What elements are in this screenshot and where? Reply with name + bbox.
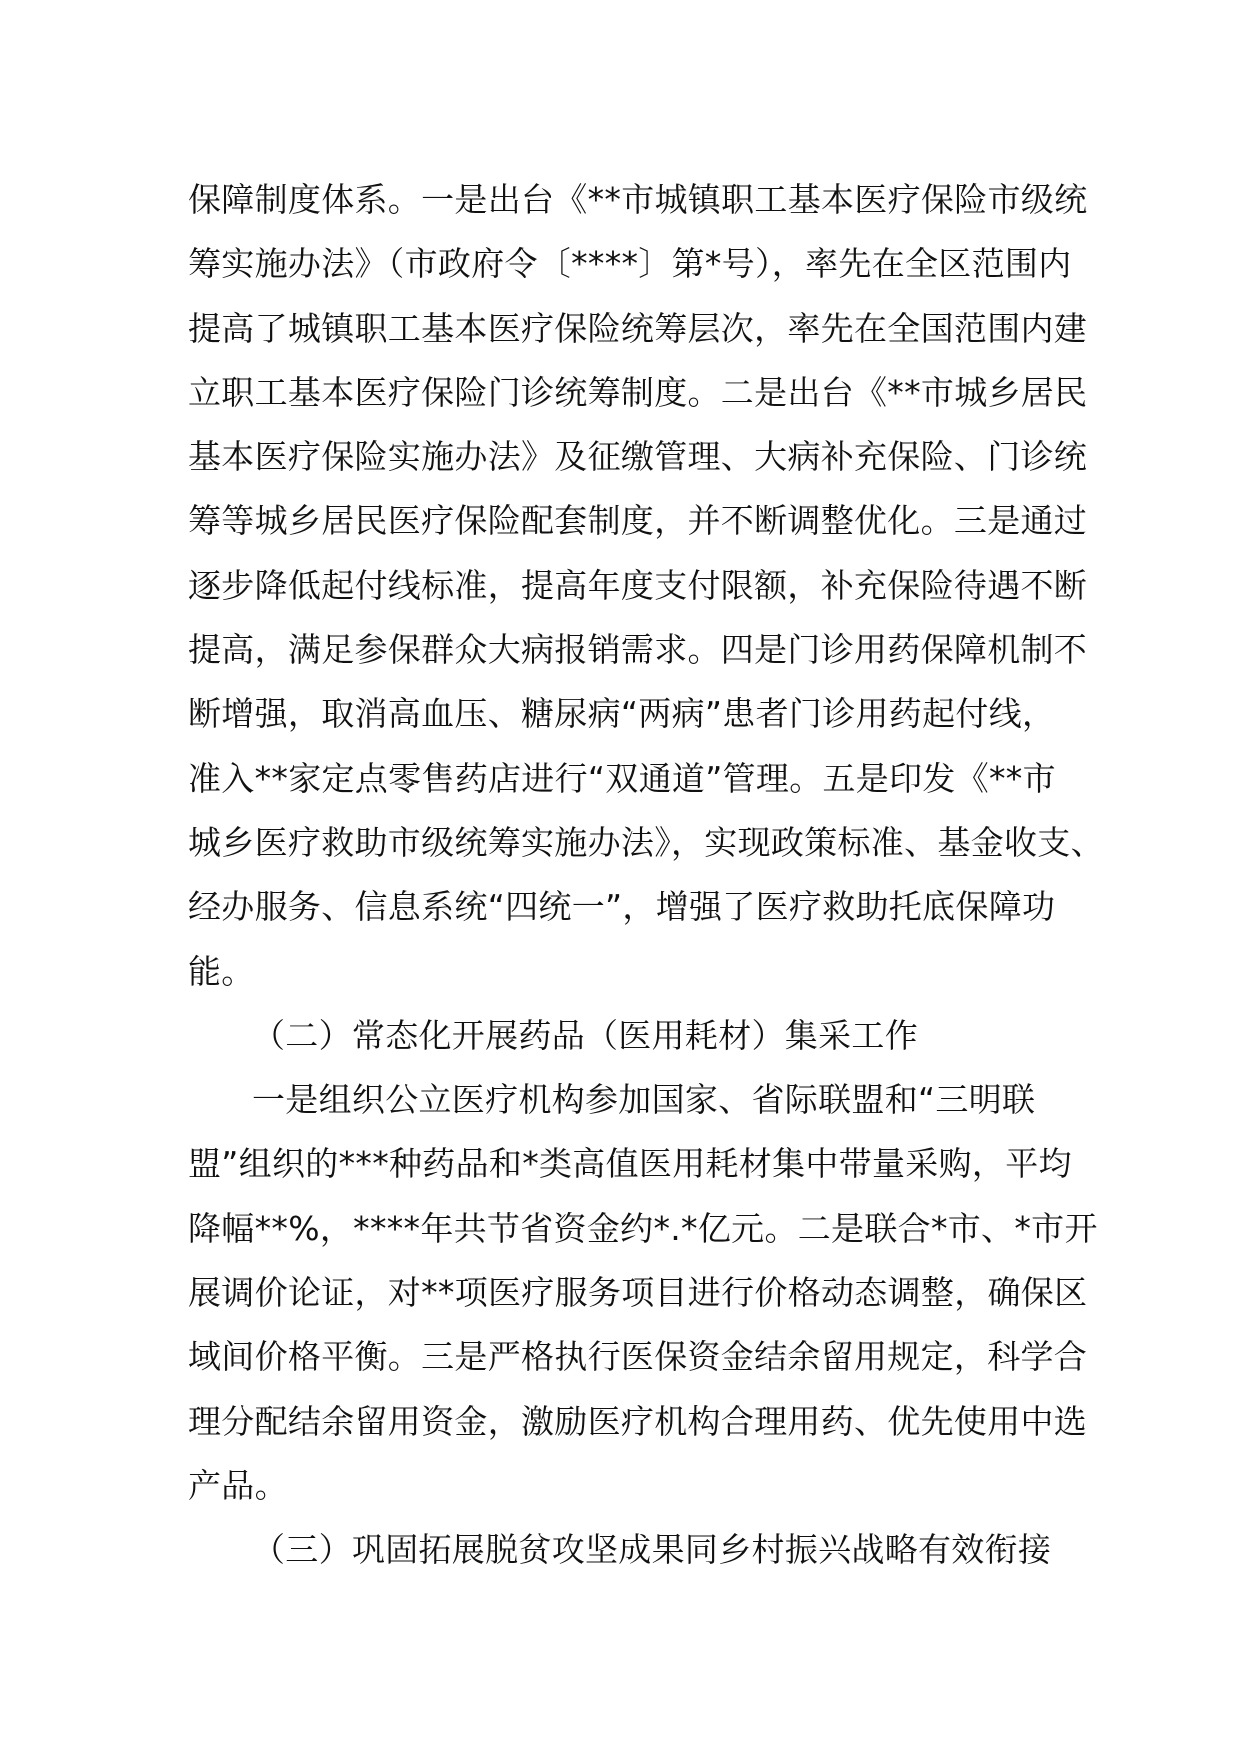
text-line: 盟”组织的***种药品和*类高值医用耗材集中带量采购，平均 xyxy=(188,1144,1072,1184)
text-line: 经办服务、信息系统“四统一”，增强了医疗救助托底保障功 xyxy=(188,887,1056,927)
section-heading: （二）常态化开展药品（医用耗材）集采工作 xyxy=(252,1015,918,1055)
text-line: 一是组织公立医疗机构参加国家、省际联盟和“三明联 xyxy=(252,1080,1036,1120)
text-line: 筹实施办法》（市政府令〔****〕第*号），率先在全区范围内 xyxy=(188,244,1072,284)
text-line: 产品。 xyxy=(188,1465,288,1505)
text-line: 域间价格平衡。三是严格执行医保资金结余留用规定，科学合 xyxy=(188,1337,1088,1377)
text-line: 筹等城乡居民医疗保险配套制度，并不断调整优化。三是通过 xyxy=(188,501,1088,541)
section-heading: （三）巩固拓展脱贫攻坚成果同乡村振兴战略有效衔接 xyxy=(252,1530,1052,1570)
document-body xyxy=(188,168,1104,1583)
text-line: 提高了城镇职工基本医疗保险统筹层次，率先在全国范围内建 xyxy=(188,308,1088,348)
text-line: 基本医疗保险实施办法》及征缴管理、大病补充保险、门诊统 xyxy=(188,437,1088,477)
text-line: 城乡医疗救助市级统筹实施办法》，实现政策标准、基金收支、 xyxy=(188,822,1104,862)
text-line: 断增强，取消高血压、糖尿病“两病”患者门诊用药起付线， xyxy=(188,694,1056,734)
text-line: 能。 xyxy=(188,951,255,991)
text-line: 准入**家定点零售药店进行“双通道”管理。五是印发《**市 xyxy=(188,758,1056,798)
text-line: 保障制度体系。一是出台《**市城镇职工基本医疗保险市级统 xyxy=(188,180,1088,219)
text-line: 逐步降低起付线标准，提高年度支付限额，补充保险待遇不断 xyxy=(188,565,1088,605)
text-line: 展调价论证，对**项医疗服务项目进行价格动态调整，确保区 xyxy=(188,1273,1088,1313)
text-line: 提高，满足参保群众大病报销需求。四是门诊用药保障机制不 xyxy=(188,630,1088,670)
text-line: 降幅**%，****年共节省资金约*.*亿元。二是联合*市、*市开 xyxy=(188,1208,1098,1248)
text-line: 理分配结余留用资金，激励医疗机构合理用药、优先使用中选 xyxy=(188,1401,1088,1441)
text-line: 立职工基本医疗保险门诊统筹制度。二是出台《**市城乡居民 xyxy=(188,372,1088,412)
